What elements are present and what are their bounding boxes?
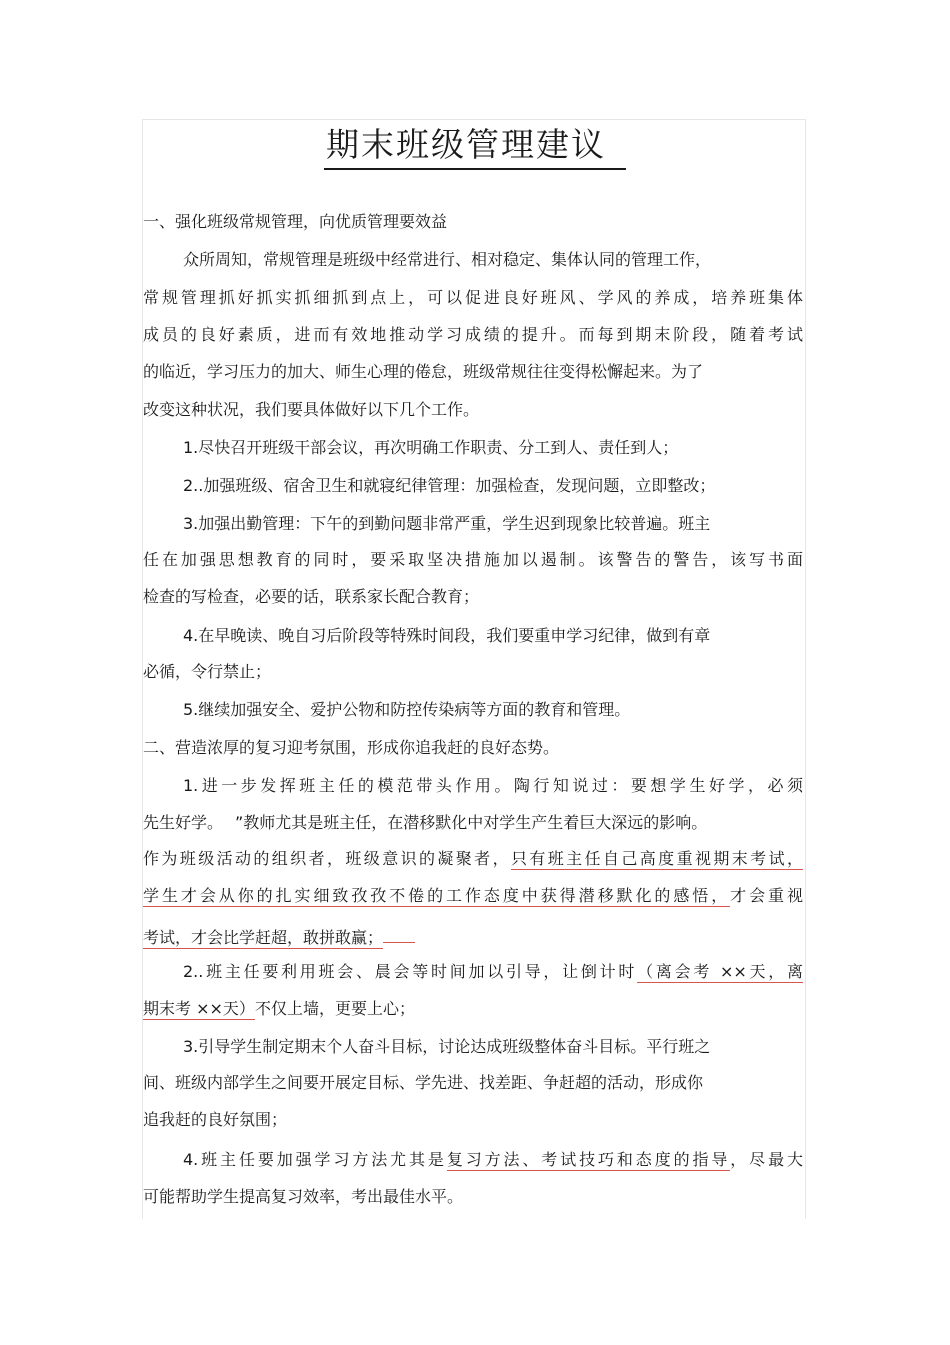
paragraph-line: 先生好学。 ”教师尤其是班主任，在潜移默化中对学生产生着巨大深远的影响。 bbox=[143, 813, 708, 832]
list-item: 1.尽快召开班级干部会议，再次明确工作职责、分工到人、责任到人； bbox=[183, 438, 679, 457]
list-item: 1.进一步发挥班主任的模范带头作用。陶行知说过：要想学生好学，必须 bbox=[183, 776, 803, 795]
paragraph-line: 常规管理抓好抓实抓细抓到点上，可以促进良好班风、学风的养成，培养班集体 bbox=[143, 288, 803, 307]
paragraph-line bbox=[143, 921, 415, 950]
highlighted-text: 考试，才会比学赶超，敢拼敢赢； bbox=[143, 928, 384, 947]
highlighted-text: （离会考 ××天，离 bbox=[637, 962, 803, 981]
paragraph-line: 必循，令行禁止； bbox=[143, 662, 272, 681]
paragraph-line: 任在加强思想教育的同时，要采取坚决措施加以遏制。该警告的警告，该写书面 bbox=[143, 550, 803, 569]
paragraph-line: 追我赶的良好氛围； bbox=[143, 1110, 288, 1129]
paragraph-line: 的临近，学习压力的加大、师生心理的倦怠，班级常规往往变得松懈起来。为了 bbox=[143, 362, 704, 381]
list-item: 2..班主任要利用班会、晨会等时间加以引导，让倒计时（离会考 ××天，离 bbox=[183, 962, 803, 981]
paragraph-line: 学生才会从你的扎实细致孜孜不倦的工作态度中获得潜移默化的感悟，才会重视 bbox=[143, 886, 803, 905]
list-item: 5.继续加强安全、爱护公物和防控传染病等方面的教育和管理。 bbox=[183, 700, 631, 719]
list-item: 4.在早晚读、晚自习后阶段等特殊时间段，我们要重申学习纪律，做到有章 bbox=[183, 626, 711, 645]
section-heading-2: 二、营造浓厚的复习迎考氛围，形成你追我赶的良好态势。 bbox=[143, 738, 560, 757]
highlighted-text: 复习方法、考试技巧和态度的指导 bbox=[446, 1150, 731, 1169]
title-text: 期末班级管理建议 bbox=[324, 122, 626, 170]
paragraph-line: 作为班级活动的组织者，班级意识的凝聚者，只有班主任自己高度重视期末考试， bbox=[143, 849, 803, 868]
list-item: 3.加强出勤管理：下午的到勤问题非常严重，学生迟到现象比较普遍。班主 bbox=[183, 514, 711, 533]
list-item: 4.班主任要加强学习方法尤其是复习方法、考试技巧和态度的指导，尽最大 bbox=[183, 1150, 803, 1169]
list-item: 2..加强班级、宿舍卫生和就寝纪律管理：加强检查，发现问题，立即整改； bbox=[183, 476, 716, 495]
paragraph-line: 可能帮助学生提高复习效率，考出最佳水平。 bbox=[143, 1187, 464, 1206]
section-heading-1: 一、强化班级常规管理，向优质管理要效益 bbox=[143, 212, 448, 231]
paragraph-line: 间、班级内部学生之间要开展定目标、学先进、找差距、争赶超的活动，形成你 bbox=[143, 1073, 704, 1092]
paragraph-line: 成员的良好素质，进而有效地推动学习成绩的提升。而每到期末阶段，随着考试 bbox=[143, 325, 803, 344]
document-title bbox=[0, 122, 950, 170]
highlighted-text: 只有班主任自己高度重视期末考试， bbox=[510, 849, 803, 868]
paragraph-line: 众所周知，常规管理是班级中经常进行、相对稳定、集体认同的管理工作， bbox=[183, 250, 712, 269]
paragraph-line: 改变这种状况，我们要具体做好以下几个工作。 bbox=[143, 400, 480, 419]
highlighted-text: 期末考 ××天） bbox=[143, 999, 255, 1018]
paragraph-line: 检查的写检查，必要的话，联系家长配合教育； bbox=[143, 587, 480, 606]
paragraph-line: 期末考 ××天）不仅上墙，更要上心； bbox=[143, 999, 415, 1018]
list-item: 3.引导学生制定期末个人奋斗目标，讨论达成班级整体奋斗目标。平行班之 bbox=[183, 1037, 711, 1056]
highlighted-text: 学生才会从你的扎实细致孜孜不倦的工作态度中获得潜移默化的感悟， bbox=[143, 886, 731, 905]
